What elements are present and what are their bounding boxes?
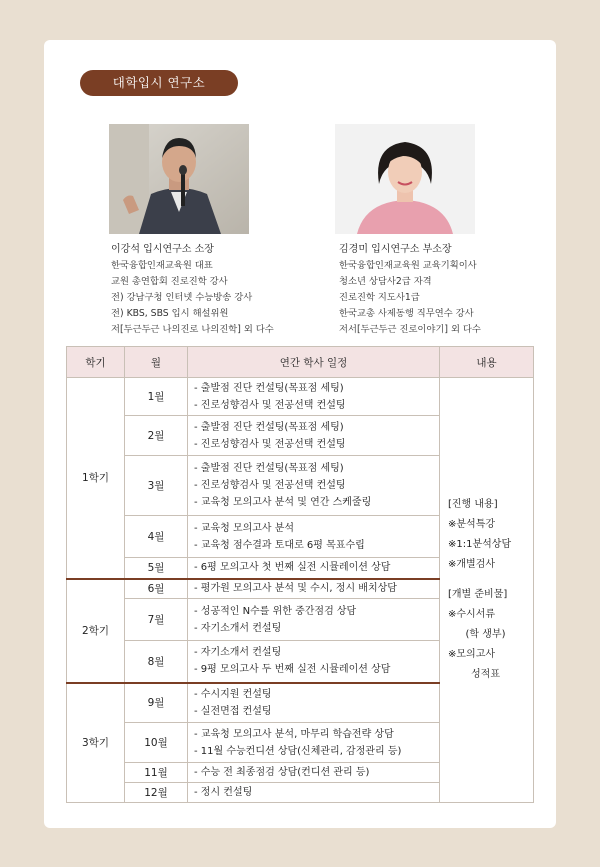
semester-cell: 1학기: [67, 378, 125, 579]
vice-director-line: 한국융합인재교육원 교육기획이사: [339, 260, 477, 271]
schedule-item: - 실전면접 컨설팅: [194, 705, 272, 717]
progress-item: ※개별검사: [448, 559, 496, 570]
section-title: 대학입시 연구소: [80, 70, 238, 96]
schedule-item: - 9평 모의고사 두 번째 실전 시뮬레이션 상담: [194, 664, 391, 676]
schedule-item: - 출발점 진단 컨설팅(목표점 세팅): [194, 382, 344, 394]
director-line: 교원 총연합회 진로진학 강사: [111, 276, 228, 287]
prep-item: ※수시서류: [448, 609, 496, 620]
schedule-cell: [188, 416, 440, 456]
month-cell: 5월: [125, 558, 188, 579]
director-line: 한국융합인재교육원 대표: [111, 260, 213, 271]
schedule-item: - 교육청 점수결과 토대로 6평 목표수립: [194, 539, 365, 551]
schedule-cell: [188, 558, 440, 579]
content-card: [44, 40, 556, 828]
schedule-cell: [188, 599, 440, 641]
schedule-item: - 출발점 진단 컨설팅(목표점 세팅): [194, 421, 344, 433]
director-profile: [111, 242, 274, 338]
vice-director-line: 청소년 상담사2급 자격: [339, 276, 432, 287]
vice-director-line: 한국교총 사제동행 직무연수 강사: [339, 308, 474, 319]
schedule-cell: [188, 516, 440, 558]
director-line: 전) KBS, SBS 입시 해설위원: [111, 308, 229, 319]
photo-director: [109, 124, 249, 234]
schedule-item: - 진로성향검사 및 전공선택 컨설팅: [194, 399, 346, 411]
schedule-item: - 수시지원 컨설팅: [194, 688, 272, 700]
month-cell: 12월: [125, 783, 188, 803]
director-line: 전) 강남구청 인터넷 수능방송 강사: [111, 292, 253, 303]
schedule-item: - 진로성향검사 및 전공선택 컨설팅: [194, 480, 346, 491]
month-cell: 4월: [125, 516, 188, 558]
schedule-item: - 교육청 모의고사 분석: [194, 522, 295, 534]
schedule-cell: [188, 456, 440, 516]
schedule-item: - 자기소개서 컨설팅: [194, 622, 282, 634]
month-cell: 7월: [125, 599, 188, 641]
month-cell: 6월: [125, 579, 188, 599]
month-cell: 11월: [125, 763, 188, 783]
semester-cell: 2학기: [67, 579, 125, 683]
director-line: 저[두근두근 나의진로 나의진학] 외 다수: [111, 324, 274, 335]
vice-director-name: 김경미 입시연구소 부소장: [339, 244, 452, 255]
director-name: 이강석 입시연구소 소장: [111, 244, 214, 255]
photo-vice-director: [335, 124, 475, 234]
schedule-table: [66, 346, 534, 803]
table-row: [67, 378, 534, 416]
schedule-item: - 자기소개서 컨설팅: [194, 647, 282, 659]
prep-title: [개별 준비물]: [448, 589, 508, 600]
month-cell: 8월: [125, 641, 188, 683]
month-cell: 9월: [125, 683, 188, 723]
schedule-item: - 11월 수능컨디션 상담(신체관리, 감정관리 등): [194, 745, 402, 757]
schedule-cell: [188, 641, 440, 683]
month-cell: 10월: [125, 723, 188, 763]
progress-item: ※분석특강: [448, 519, 496, 530]
month-cell: 3월: [125, 456, 188, 516]
schedule-cell: [188, 723, 440, 763]
content-notes-cell: [440, 378, 534, 803]
prep-item: ※모의고사: [448, 649, 496, 660]
schedule-cell: [188, 579, 440, 599]
schedule-cell: [188, 683, 440, 723]
schedule-item: - 성공적인 N수를 위한 중간점검 상담: [194, 605, 357, 617]
schedule-item: - 평가원 모의고사 분석 및 수시, 정시 배치상담: [194, 583, 397, 595]
schedule-item: - 교육청 모의고사 분석 및 연간 스케줄링: [194, 497, 372, 508]
month-cell: 1월: [125, 378, 188, 416]
progress-item: ※1:1분석상담: [448, 539, 512, 550]
schedule-item: - 진로성향검사 및 전공선택 컨설팅: [194, 438, 346, 450]
schedule-item: - 정시 컨설팅: [194, 787, 253, 798]
vice-director-line: 진로진학 지도사1급: [339, 292, 420, 303]
header-content: 내용: [440, 347, 534, 378]
progress-title: [진행 내용]: [448, 499, 498, 510]
prep-item: (학 생부): [465, 629, 506, 640]
schedule-item: - 수능 전 최종점검 상담(컨디션 관리 등): [194, 767, 370, 778]
schedule-cell: [188, 783, 440, 803]
schedule-cell: [188, 378, 440, 416]
schedule-cell: [188, 763, 440, 783]
schedule-item: - 교육청 모의고사 분석, 마무리 학습전략 상담: [194, 728, 394, 740]
vice-director-profile: [339, 242, 481, 338]
header-schedule: 연간 학사 일정: [188, 347, 440, 378]
vice-director-line: 저서[두근두근 진로이야기] 외 다수: [339, 324, 481, 335]
semester-cell: 3학기: [67, 683, 125, 803]
header-month: 월: [125, 347, 188, 378]
table-header-row: [67, 347, 534, 378]
prep-item: 성적표: [471, 669, 500, 680]
schedule-item: - 출발점 진단 컨설팅(목표점 세팅): [194, 463, 344, 474]
header-semester: 학기: [67, 347, 125, 378]
month-cell: 2월: [125, 416, 188, 456]
schedule-item: - 6평 모의고사 첫 번째 실전 시뮬레이션 상담: [194, 562, 391, 574]
